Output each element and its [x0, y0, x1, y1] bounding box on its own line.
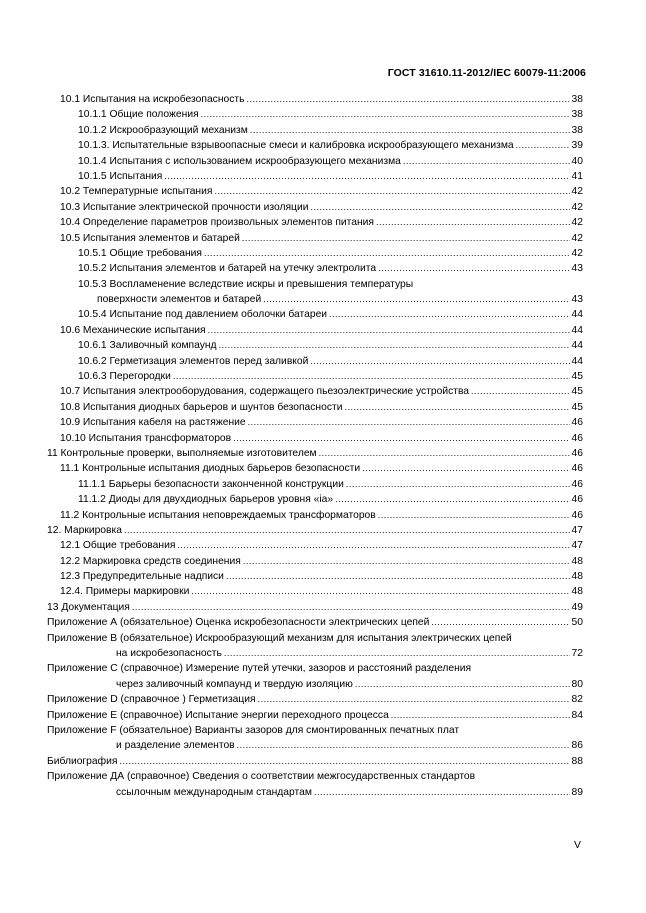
- toc-entry[interactable]: [47, 400, 583, 415]
- toc-leader-dots: [248, 416, 570, 428]
- toc-leader-dots: [208, 323, 570, 335]
- table-of-contents: [47, 92, 583, 800]
- toc-entry[interactable]: [47, 585, 583, 600]
- toc-entry-title: 12.1 Общие требования: [60, 540, 176, 552]
- toc-entry-title: 10.5.1 Общие требования: [78, 247, 202, 259]
- toc-entry[interactable]: [47, 646, 583, 661]
- toc-entry-page: 46: [571, 447, 583, 459]
- toc-entry-page: 42: [571, 232, 583, 244]
- toc-entry-title: 13 Документация: [47, 601, 130, 613]
- toc-entry-title: 11.2 Контрольные испытания неповреждаемых трансформаторов: [60, 509, 376, 521]
- toc-entry-title: Приложение D (справочное ) Герметизация: [47, 694, 256, 706]
- toc-leader-dots: [173, 369, 570, 381]
- toc-entry-title: 10.6 Механические испытания: [60, 324, 206, 336]
- toc-entry-title: 10.1.2 Искрообразующий механизм: [78, 124, 248, 136]
- toc-entry-page: 40: [571, 155, 583, 167]
- toc-entry-title: 10.1.1 Общие положения: [78, 109, 199, 121]
- toc-leader-dots: [329, 308, 569, 320]
- toc-entry-page: 38: [571, 124, 583, 136]
- toc-leader-dots: [314, 785, 570, 797]
- toc-entry[interactable]: [47, 292, 583, 307]
- toc-entry-title: 10.6.3 Перегородки: [78, 371, 171, 383]
- toc-leader-dots: [250, 123, 570, 135]
- toc-leader-dots: [233, 431, 569, 443]
- toc-entry-page: 44: [571, 340, 583, 352]
- toc-entry-page: 38: [571, 93, 583, 105]
- toc-leader-dots: [403, 154, 570, 166]
- toc-entry-title[interactable]: Приложение F (обязательное) Варианты зазоров для смонтированных печатных плат: [47, 725, 460, 737]
- toc-entry[interactable]: [47, 354, 583, 369]
- toc-entry-page: 89: [571, 786, 583, 798]
- toc-entry[interactable]: [47, 492, 583, 507]
- toc-entry-title: 11.1 Контрольные испытания диодных барьеров безопасности: [60, 463, 361, 475]
- toc-entry[interactable]: [47, 92, 583, 107]
- toc-leader-dots: [471, 385, 570, 397]
- toc-entry[interactable]: [47, 215, 583, 230]
- toc-leader-dots: [246, 92, 569, 104]
- toc-entry-title[interactable]: Приложение ДА (справочное) Сведения о соответствии межгосударственных стандартов: [47, 771, 476, 783]
- toc-entry-page: 48: [571, 586, 583, 598]
- toc-entry-title: Приложение Е (справочное) Испытание энергии переходного процесса: [47, 709, 389, 721]
- toc-entry-title: через заливочный компаунд и твердую изоляцию: [116, 678, 353, 690]
- toc-entry[interactable]: [47, 261, 583, 276]
- toc-entry-page: 45: [571, 401, 583, 413]
- page-number: V: [573, 839, 581, 851]
- toc-entry-page: 38: [571, 109, 583, 121]
- toc-entry[interactable]: [47, 692, 583, 707]
- toc-entry-page: 44: [571, 355, 583, 367]
- toc-entry[interactable]: [47, 200, 583, 215]
- toc-entry-title: 10.5.2 Испытания элементов и батарей на утечку электролита: [78, 263, 377, 275]
- toc-entry-page: 49: [571, 601, 583, 613]
- toc-entry-title: 10.3 Испытание электрической прочности изоляции: [60, 201, 309, 213]
- toc-entry[interactable]: [47, 307, 583, 322]
- toc-entry[interactable]: [47, 554, 583, 569]
- toc-entry-title: 10.8 Испытания диодных барьеров и шунтов безопасности: [60, 401, 343, 413]
- toc-entry-page: 48: [571, 555, 583, 567]
- toc-leader-dots: [224, 646, 570, 658]
- toc-entry[interactable]: [47, 323, 583, 338]
- toc-leader-dots: [346, 477, 570, 489]
- toc-leader-dots: [378, 262, 569, 274]
- toc-leader-dots: [310, 354, 569, 366]
- toc-entry[interactable]: [47, 231, 583, 246]
- toc-entry-page: 45: [571, 386, 583, 398]
- toc-leader-dots: [258, 693, 570, 705]
- toc-entry[interactable]: [47, 477, 583, 492]
- toc-leader-dots: [177, 539, 569, 551]
- toc-entry-page: 39: [571, 140, 583, 152]
- toc-entry-title: 12.3 Предупредительные надписи: [60, 571, 224, 583]
- toc-entry-page: 46: [571, 509, 583, 521]
- toc-entry-page: 42: [571, 201, 583, 213]
- toc-entry-title: 12. Маркировка: [47, 524, 122, 536]
- toc-entry[interactable]: [47, 415, 583, 430]
- toc-entry-title: 10.1 Испытания на искробезопасность: [60, 93, 245, 105]
- toc-leader-dots: [124, 523, 570, 535]
- toc-leader-dots: [132, 600, 570, 612]
- toc-entry[interactable]: [47, 754, 583, 769]
- toc-entry[interactable]: [47, 154, 583, 169]
- toc-entry-title: и разделение элементов: [116, 740, 235, 752]
- toc-leader-dots: [362, 462, 569, 474]
- toc-entry-page: 82: [571, 694, 583, 706]
- toc-entry-title: Библиография: [47, 755, 118, 767]
- toc-entry[interactable]: [47, 677, 583, 692]
- toc-entry-page: 47: [571, 524, 583, 536]
- toc-entry-title: 11 Контрольные проверки, выполняемые изготовителем: [47, 447, 317, 459]
- toc-entry[interactable]: [47, 569, 583, 584]
- toc-leader-dots: [516, 139, 570, 151]
- toc-leader-dots: [344, 400, 569, 412]
- toc-entry-page: 46: [571, 478, 583, 490]
- toc-entry[interactable]: [47, 431, 583, 446]
- toc-entry-page: 45: [571, 371, 583, 383]
- toc-leader-dots: [319, 446, 570, 458]
- toc-entry-title: 10.1.4 Испытания с использованием искрообразующего механизма: [78, 155, 401, 167]
- toc-entry[interactable]: [47, 384, 583, 399]
- toc-entry[interactable]: [47, 538, 583, 553]
- toc-leader-dots: [378, 508, 570, 520]
- document-header: ГОСТ 31610.11-2012/IEC 60079-11:2006: [387, 67, 586, 79]
- toc-entry[interactable]: [47, 107, 583, 122]
- toc-leader-dots: [164, 169, 569, 181]
- toc-entry-title: на искробезопасность: [116, 648, 222, 660]
- toc-entry-title: поверхности элементов и батарей: [97, 294, 262, 306]
- toc-leader-dots: [191, 585, 569, 597]
- toc-entry-page: 50: [571, 617, 583, 629]
- toc-entry-title: 10.10 Испытания трансформаторов: [60, 432, 232, 444]
- toc-entry-page: 43: [571, 263, 583, 275]
- toc-leader-dots: [242, 231, 570, 243]
- toc-leader-dots: [310, 200, 569, 212]
- toc-entry-page: 46: [571, 432, 583, 444]
- toc-entry[interactable]: [47, 738, 583, 753]
- toc-entry[interactable]: [47, 123, 583, 138]
- toc-entry-page: 48: [571, 571, 583, 583]
- toc-entry-title: 10.7 Испытания электрооборудования, содержащего пьезоэлектрические устройства: [60, 386, 470, 398]
- toc-entry-page: 86: [571, 740, 583, 752]
- toc-entry-title: 12.2 Маркировка средств соединения: [60, 555, 241, 567]
- toc-leader-dots: [263, 292, 569, 304]
- toc-leader-dots: [391, 708, 570, 720]
- toc-entry-page: 44: [571, 309, 583, 321]
- toc-entry-title[interactable]: 10.5.3 Воспламенение вследствие искры и превышения температуры: [78, 278, 414, 290]
- toc-entry-page: 80: [571, 678, 583, 690]
- toc-leader-dots: [219, 339, 570, 351]
- toc-entry[interactable]: [47, 708, 583, 723]
- toc-leader-dots: [201, 108, 570, 120]
- toc-entry-title: 11.1.2 Диоды для двухдиодных барьеров уровня «ia»: [78, 494, 334, 506]
- toc-entry-title: 10.2 Температурные испытания: [60, 186, 213, 198]
- toc-entry-title: 10.5 Испытания элементов и батарей: [60, 232, 240, 244]
- toc-entry[interactable]: [47, 184, 583, 199]
- toc-entry-page: 84: [571, 709, 583, 721]
- toc-entry-title: ссылочным международным стандартам: [116, 786, 312, 798]
- toc-entry-page: 42: [571, 217, 583, 229]
- toc-entry-page: 46: [571, 417, 583, 429]
- toc-entry[interactable]: [47, 338, 583, 353]
- toc-entry-page: 88: [571, 755, 583, 767]
- toc-entry-title: Приложение А (обязательное) Оценка искробезопасности электрических цепей: [47, 617, 430, 629]
- toc-leader-dots: [335, 493, 569, 505]
- toc-entry[interactable]: [47, 600, 583, 615]
- toc-entry[interactable]: [47, 785, 583, 800]
- toc-leader-dots: [204, 246, 570, 258]
- toc-entry-page: 44: [571, 324, 583, 336]
- toc-entry[interactable]: [47, 138, 583, 153]
- toc-entry-page: 46: [571, 463, 583, 475]
- toc-leader-dots: [214, 185, 569, 197]
- toc-entry-page: 47: [571, 540, 583, 552]
- toc-entry-page: 46: [571, 494, 583, 506]
- toc-leader-dots: [243, 554, 570, 566]
- toc-entry-title: 10.1.5 Испытания: [78, 170, 163, 182]
- toc-entry-title: 10.5.4 Испытание под давлением оболочки батареи: [78, 309, 328, 321]
- toc-entry-title: 10.1.3. Испытательные взрывоопасные смеси и калибровка искрообразующего механизма: [78, 140, 514, 152]
- toc-entry-title: 10.6.2 Герметизация элементов перед заливкой: [78, 355, 309, 367]
- toc-entry-title[interactable]: Приложение С (справочное) Измерение путей утечки, зазоров и расстояний разделения: [47, 663, 472, 675]
- toc-entry-page: 43: [571, 294, 583, 306]
- toc-entry-page: 42: [571, 247, 583, 259]
- toc-leader-dots: [226, 570, 570, 582]
- toc-entry[interactable]: [47, 169, 583, 184]
- toc-leader-dots: [376, 216, 570, 228]
- toc-entry[interactable]: [47, 246, 583, 261]
- toc-entry-title: 10.9 Испытания кабеля на растяжение: [60, 417, 246, 429]
- toc-entry[interactable]: [47, 446, 583, 461]
- toc-entry-page: 41: [571, 170, 583, 182]
- toc-entry[interactable]: [47, 461, 583, 476]
- toc-entry[interactable]: [47, 615, 583, 630]
- toc-entry-title: 10.4 Определение параметров произвольных элементов питания: [60, 217, 374, 229]
- toc-entry[interactable]: [47, 508, 583, 523]
- toc-leader-dots: [119, 754, 569, 766]
- toc-entry-title: 11.1.1 Барьеры безопасности законченной конструкции: [78, 478, 344, 490]
- toc-entry-title[interactable]: Приложение В (обязательное) Искрообразующий механизм для испытания электрических цепей: [47, 632, 512, 644]
- toc-entry-page: 42: [571, 186, 583, 198]
- toc-leader-dots: [237, 739, 570, 751]
- toc-entry-title: 12.4. Примеры маркировки: [60, 586, 190, 598]
- toc-entry-title: 10.6.1 Заливочный компаунд: [78, 340, 217, 352]
- toc-entry[interactable]: [47, 369, 583, 384]
- toc-leader-dots: [355, 677, 570, 689]
- toc-leader-dots: [431, 616, 569, 628]
- toc-entry-page: 72: [571, 648, 583, 660]
- toc-entry[interactable]: [47, 523, 583, 538]
